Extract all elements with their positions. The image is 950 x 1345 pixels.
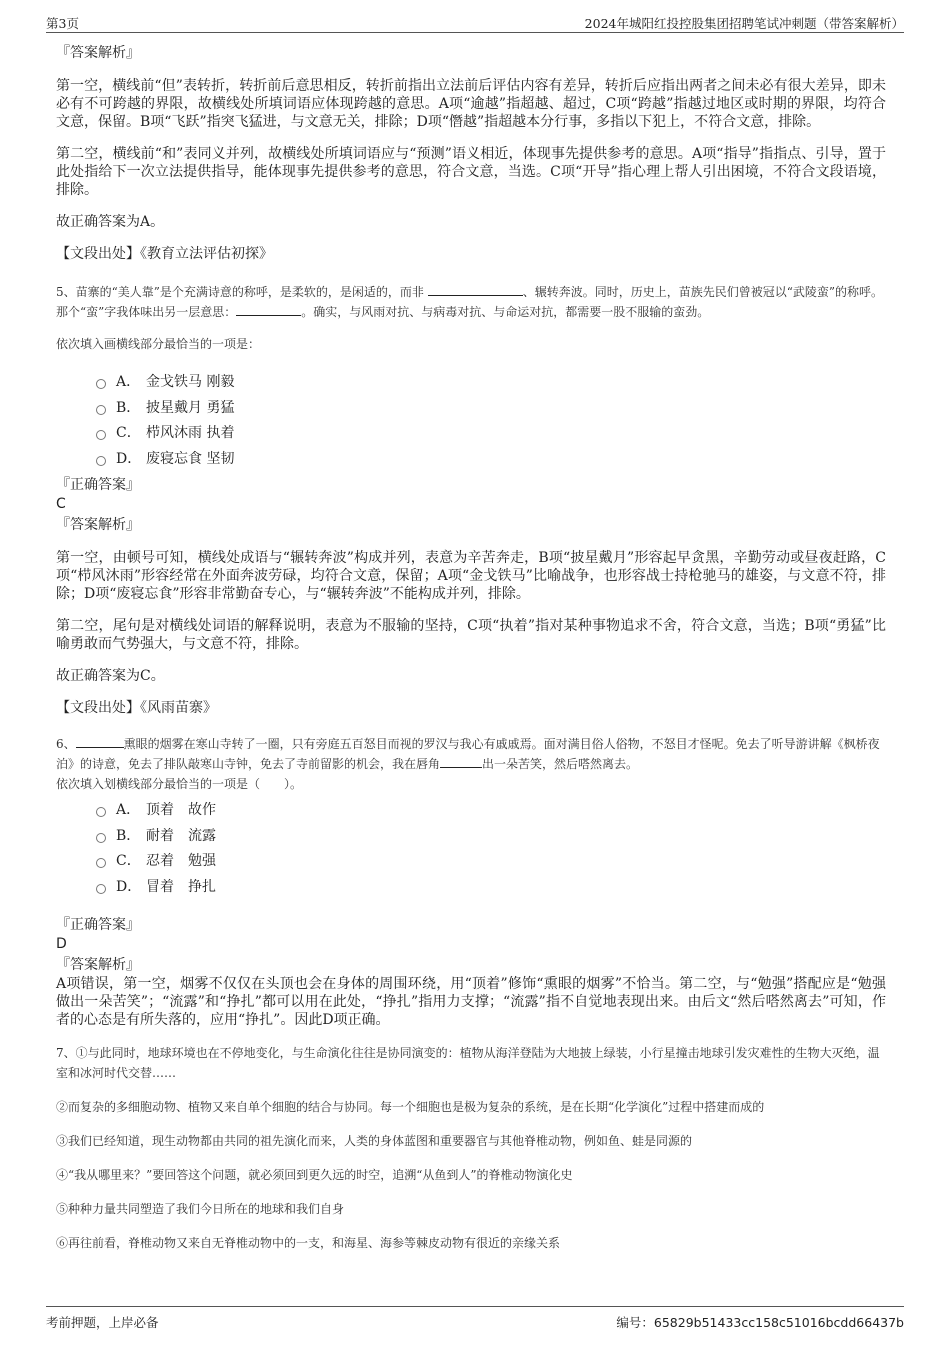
radio-icon[interactable]	[96, 456, 106, 466]
radio-icon[interactable]	[96, 833, 106, 843]
q4-source: 【文段出处】《教育立法评估初探》	[56, 246, 273, 262]
q6-option-c[interactable]: C． 忍着 勉强	[96, 849, 886, 875]
q6-options	[56, 798, 886, 900]
q4-analysis-p1: 第一空，横线前“但”表转折，转折前后意思相反，转折前指出立法前后评估内容有差异，转折后应指出两者之间未必有很大差异，即未必有不可跨越的界限，故横线处所填词语应体现跨越的意思。A项“逾越”指超越、超过，C项“跨越”指越过地区或时期的界限，均符合文意，保留。B项“飞跃”指突飞猛进，与文意无关，排除；D项“僭越”指超越本分行事，多指以下犯上，不符合文意，排除。	[56, 78, 886, 130]
q6-prompt: 依次填入划横线部分最恰当的一项是（ ）。	[56, 777, 303, 791]
q5-blank-1	[428, 283, 523, 296]
q6-analysis: A项错误，第一空，烟雾不仅仅在头顶也会在身体的周围环绕，用“顶着”修饰“熏眼的烟雾”不恰当。第二空，与“勉强”搭配应是“勉强做出一朵苦笑”；“流露”和“挣扎”都可以用在此处，“挣扎”指用力支撑；“流露”指不自觉地表现出来。由后文“然后嗒然离去”可知，作者的心态是有所失落的，应用“挣扎”。因此D项正确。	[56, 976, 886, 1028]
radio-icon[interactable]	[96, 884, 106, 894]
q6-blank-2	[440, 755, 482, 768]
q4-conclusion: 故正确答案为A。	[56, 214, 165, 230]
q7-sentence-6: ⑥再往前看，脊椎动物又来自无脊椎动物中的一支，和海星、海参等棘皮动物有很近的亲缘关系	[56, 1236, 561, 1250]
q6-option-a[interactable]: A． 顶着 故作	[96, 798, 886, 824]
page-header	[46, 10, 904, 33]
document-title: 2024年城阳红投控股集团招聘笔试冲刺题（带答案解析）	[584, 16, 904, 31]
q5-prompt: 依次填入画横线部分最恰当的一项是：	[56, 337, 261, 351]
radio-icon[interactable]	[96, 807, 106, 817]
footer-slogan: 考前押题，上岸必备	[46, 1315, 159, 1330]
page-number: 第3页	[46, 16, 79, 31]
q4-analysis-tag: 『答案解析』	[56, 45, 140, 61]
q5-stem-part3: 。确实，与风雨对抗、与病毒对抗、与命运对抗，都需要一股不服输的蛮劲。	[301, 305, 710, 319]
q5-source: 【文段出处】《风雨苗寨》	[56, 700, 217, 716]
q5-option-d[interactable]: D． 废寝忘食 坚韧	[96, 447, 886, 473]
q7-sentence-4: ④“我从哪里来？”要回答这个问题，就必须回到更久远的时空，追溯“从鱼到人”的脊椎动物演化史	[56, 1168, 573, 1182]
q5-analysis-tag: 『答案解析』	[56, 517, 140, 533]
q6-option-d[interactable]: D． 冒着 挣扎	[96, 875, 886, 901]
q5-analysis-p2: 第二空，尾句是对横线处词语的解释说明，表意为不服输的坚持，C项“执着”指对某种事物追求不舍，符合文意，当选；B项“勇猛”比喻勇敢而气势强大，与文意不符，排除。	[56, 618, 886, 652]
q5-option-a[interactable]: A． 金戈铁马 刚毅	[96, 370, 886, 396]
q5-answer-tag: 『正确答案』	[56, 477, 140, 493]
q6-option-b[interactable]: B． 耐着 流露	[96, 824, 886, 850]
q5-blank-2	[236, 303, 301, 316]
radio-icon[interactable]	[96, 858, 106, 868]
radio-icon[interactable]	[96, 430, 106, 440]
q5-stem-part1: 5、苗寨的“美人靠”是个充满诗意的称呼，是柔软的，是闲适的，而非	[56, 285, 428, 299]
q7-sentence-3: ③我们已经知道，现生动物都由共同的祖先演化而来，人类的身体蓝图和重要器官与其他脊椎动物，例如鱼、蛙是同源的	[56, 1134, 693, 1148]
q6-number: 6、	[56, 737, 76, 751]
q5-answer: C	[56, 496, 66, 512]
q5-analysis-p1: 第一空，由顿号可知，横线处成语与“辗转奔波”构成并列，表意为辛苦奔走，B项“披星戴月”形容起早贪黑，辛勤劳动或昼夜赶路，C项“栉风沐雨”形容经常在外面奔波劳碌，均符合文意，保留；A项“金戈铁马”比喻战争，也形容战士持枪驰马的雄姿，与文意不符，排除；D项“废寝忘食”形容非常勤奋专心，与“辗转奔波”不能构成并列，排除。	[56, 550, 886, 602]
q6-answer: D	[56, 936, 67, 952]
q5-stem-part2: 、辗转奔波。同时，历史上，苗族先民们曾被冠以“武陵蛮”的称呼。那个“蛮”字我体味出另一层意思：	[56, 285, 884, 319]
page-footer	[46, 1306, 904, 1331]
q6-stem-part1: 熏眼的烟雾在寒山寺转了一圈，只有旁庭五百怒目而视的罗汉与我心有戚戚焉。面对满目俗人俗物，不怒目才怪呢。免去了听导游讲解《枫桥夜泊》的诗意，免去了排队敲寒山寺钟，免去了寺前留影的机会，我在唇角	[56, 737, 880, 771]
q6-blank-1	[76, 735, 124, 748]
q6-stem-part2: 出一朵苦笑，然后嗒然离去。	[482, 757, 639, 771]
document-code	[616, 1313, 904, 1331]
code-label: 编号：	[616, 1315, 654, 1330]
q5-stem	[56, 282, 886, 322]
page-content	[56, 44, 886, 1253]
radio-icon[interactable]	[96, 379, 106, 389]
q5-option-c[interactable]: C． 栉风沐雨 执着	[96, 421, 886, 447]
q4-analysis-p2: 第二空，横线前“和”表同义并列，故横线处所填词语应与“预测”语义相近，体现事先提供参考的意思。A项“指导”指指点、引导，置于此处指给下一次立法提供指导，能体现事先提供参考的意思，符合文意，当选。C项“开导”指心理上帮人引出困境，不符合文段语境，排除。	[56, 146, 886, 198]
q6-answer-tag: 『正确答案』	[56, 917, 140, 933]
q5-conclusion: 故正确答案为C。	[56, 668, 165, 684]
q6-analysis-tag: 『答案解析』	[56, 957, 140, 973]
q7-sentence-5: ⑤种种力量共同塑造了我们今日所在的地球和我们自身	[56, 1202, 345, 1216]
q7-sentence-1: 7、①与此同时，地球环境也在不停地变化，与生命演化往往是协同演变的：植物从海洋登陆为大地披上绿装，小行星撞击地球引发灾难性的生物大灭绝，温室和冰河时代交替……	[56, 1046, 880, 1080]
q7-sentence-2: ②而复杂的多细胞动物、植物又来自单个细胞的结合与协同。每一个细胞也是极为复杂的系统，是在长期“化学演化”过程中搭建而成的	[56, 1100, 765, 1114]
q6-stem	[56, 734, 886, 774]
q5-option-b[interactable]: B． 披星戴月 勇猛	[96, 396, 886, 422]
radio-icon[interactable]	[96, 405, 106, 415]
code-value: 65829b51433cc158c51016bcdd66437b	[653, 1315, 904, 1330]
q5-options	[56, 370, 886, 472]
